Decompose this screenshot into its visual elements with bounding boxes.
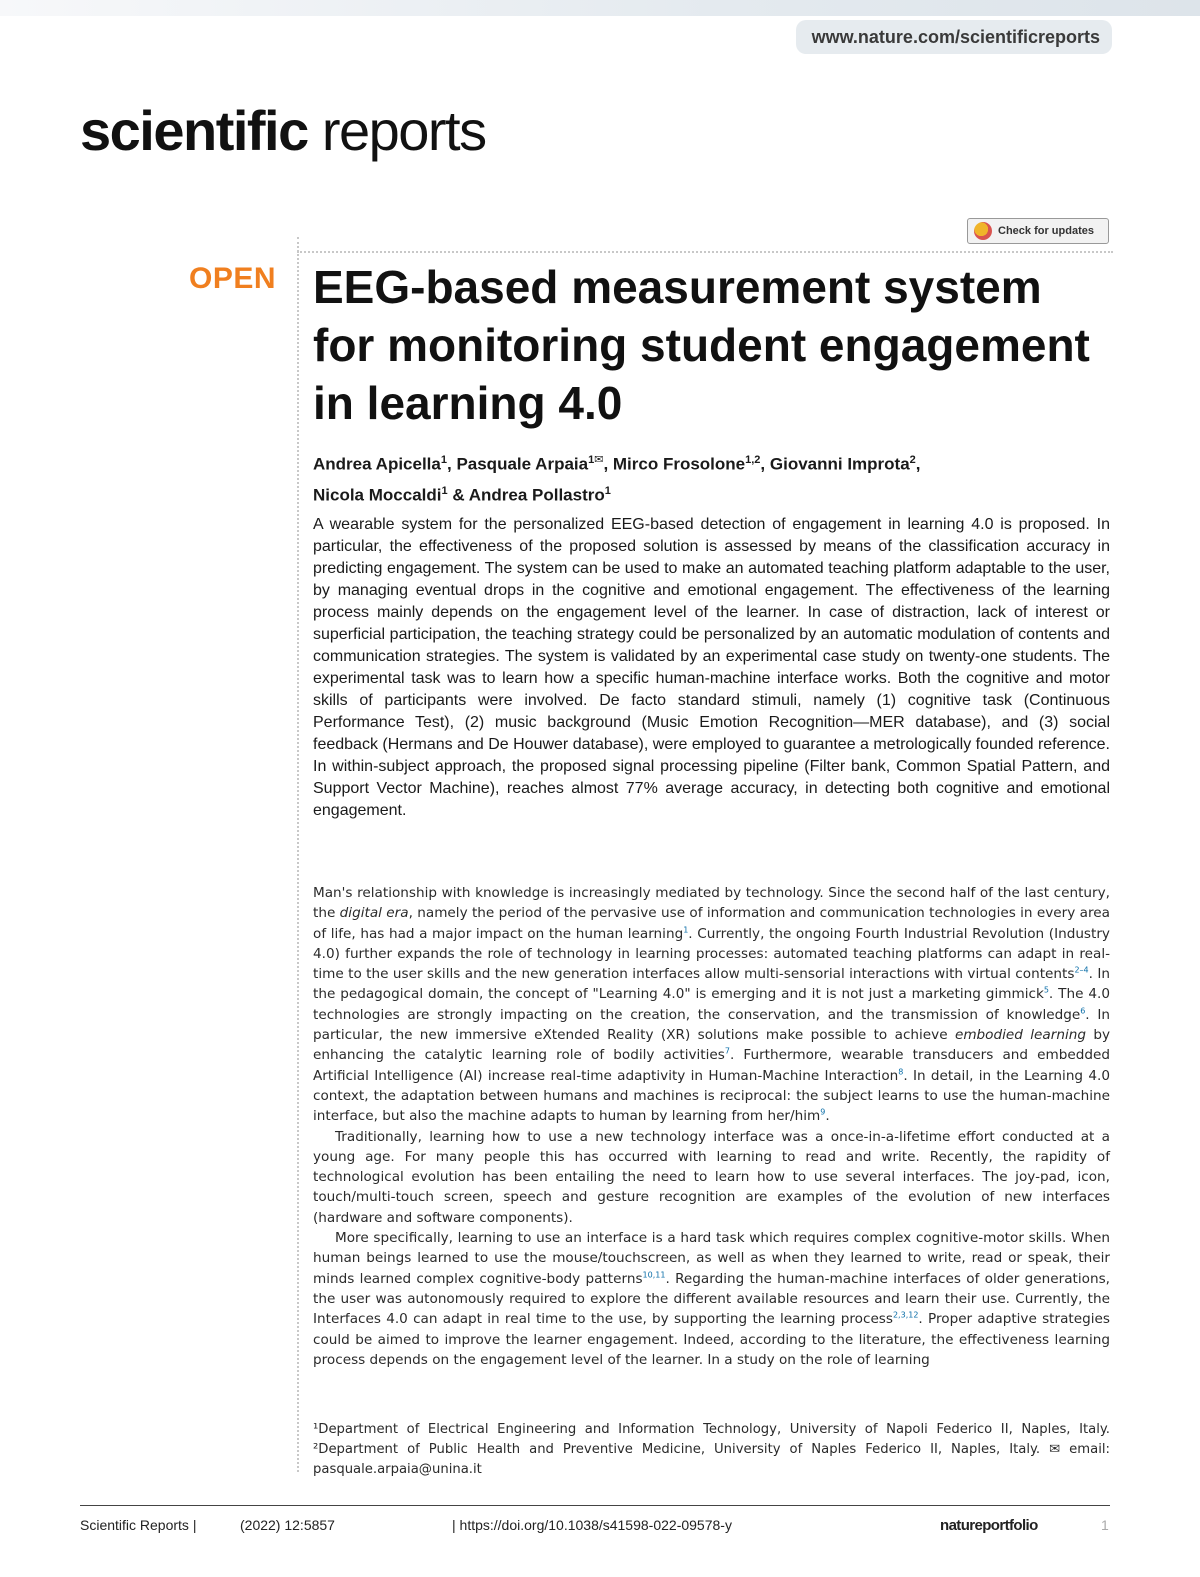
author-name[interactable]: Nicola Moccaldi (313, 485, 442, 505)
author-affiliation: 1 (440, 454, 447, 466)
doi-link[interactable]: | https://doi.org/10.1038/s41598-022-09578-y (452, 1517, 732, 1533)
citation-link[interactable]: 9 (820, 1107, 826, 1117)
body-paragraph: More specifically, learning to use an interface is a hard task which requires complex cognitive-motor skills. When human beings learned to use the mouse/touchscreen, as well as when they learned to write, read or speak, their minds learned complex cognitive-body patterns$^{10,11}$. Regarding the human-machine interfaces of older generations, the user was autonomously required to explore the different available resources and learn their use. Currently, the Interfaces 4.0 can adapt in real time to the use, by supporting the learning process$^{2,3,12}$. Proper adaptive strategies could be aimed to improve the learner engagement. Indeed, according to the literature, the effectiveness learning process depends on the engagement level of the learner. In a study on the role of learning (313, 1230, 1110, 1368)
page-number: 1 (1101, 1517, 1109, 1533)
citation-link[interactable]: 5 (1043, 985, 1049, 995)
check-for-updates-label: Check for updates (998, 225, 1094, 237)
citation-link[interactable]: 2–4 (1074, 965, 1089, 975)
footer-journal: Scientific Reports | (80, 1517, 197, 1533)
citation-link[interactable]: 6 (1080, 1006, 1086, 1016)
margin-rule (297, 237, 299, 1472)
citation-link[interactable]: 2,3,12 (892, 1310, 919, 1320)
author-name[interactable]: Pasquale Arpaia (456, 454, 589, 474)
citation-link[interactable]: 7 (724, 1046, 730, 1056)
logo-bold-text: scientific (80, 99, 308, 162)
author-name[interactable]: Andrea Apicella (313, 454, 441, 474)
citation-link[interactable]: 8 (898, 1067, 904, 1077)
article-body (313, 883, 1110, 1370)
author-affiliation: 1✉ (588, 454, 604, 466)
body-paragraph: Traditionally, learning how to use a new technology interface was a once-in-a-lifetime effort conducted at a young age. For many people this has occurred with learning to read and write. Recently, the rapidity of technological evolution has been entailing the need to learn how to use several interfaces. The joy-pad, icon, touch/multi-touch screen, speech and gesture recognition are examples of the evolution of new interfaces (hardware and software components). (313, 1128, 1110, 1226)
article-title: EEG-based measurement system for monitoring student engagement in learning 4.0 (313, 261, 1090, 429)
citation-link[interactable]: 10,11 (642, 1270, 666, 1280)
journal-logo[interactable] (80, 99, 486, 162)
footer-citation: (2022) 12:5857 (240, 1517, 335, 1533)
author-affiliation: 1 (604, 484, 611, 497)
emphasis-text: digital era (339, 905, 409, 922)
crossmark-icon (974, 222, 992, 240)
body-paragraph: Man's relationship with knowledge is increasingly mediated by technology. Since the second half of the last century, the digital era, namely the period of the pervasive use of information and communication technologies in every area of life, has had a major impact on the human learning$^1$. Currently, the ongoing Fourth Industrial Revolution (Industry 4.0) further expands the role of technology in learning processes: automated teaching platforms can adapt in real-time to the user skills and the new generation interfaces allow multi-sensorial interactions with virtual contents$^{2-4}$. In the pedagogical domain, the concept of "Learning 4.0" is emerging and it is not just a marketing gimmick$^5$. The 4.0 technologies are strongly impacting on the creation, the conservation, and the transmission of knowledge$^6$. In particular, the new immersive eXtended Reality (XR) solutions make possible to achieve embodied learning by enhancing the catalytic learning role of bodily activities$^7$. Furthermore, wearable transducers and embedded Artificial Intelligence (AI) increase real-time adaptivity in Human-Machine Interaction$^8$. In detail, in the Learning 4.0 context, the adaptation between humans and machines is reciprocal: the subject learns to use the human-machine interface, but also the machine adapts to human by learning from her/him$^9$. (313, 885, 1111, 1125)
logo-light-text: reports (307, 99, 486, 162)
publisher-logo: natureportfolio (940, 1517, 1038, 1534)
check-for-updates-button[interactable] (967, 218, 1109, 244)
author-list: Andrea Apicella$^1$, Pasquale Arpaia$^{1✉}$, Mirco Frosolone$^{1,2}$, Giovanni Improta$^2$, Nicola Moccaldi$^1$ & Andrea Pollastro$^1$ (313, 454, 921, 505)
author-name[interactable]: Mirco Frosolone (612, 454, 746, 474)
author-affiliation: 2 (909, 454, 916, 466)
footer-divider (80, 1505, 1110, 1506)
journal-url-link[interactable]: www.nature.com/scientificreports (796, 20, 1112, 54)
title-divider (297, 251, 1113, 253)
emphasis-text: embodied learning (954, 1027, 1086, 1044)
author-name[interactable]: Andrea Pollastro (468, 485, 605, 505)
author-affiliation: 1 (441, 484, 448, 497)
author-affiliation: 1,2 (745, 454, 761, 466)
open-access-label: OPEN (189, 262, 277, 295)
affiliations-footnote: ¹Department of Electrical Engineering and Information Technology, University of Napoli Federico II, Naples, Italy. ²Department of Public Health and Preventive Medicine, University of Naples Federico II, Naples, Italy. ✉ email: pasquale.arpaia@unina.it (313, 1422, 1110, 1477)
top-banner (0, 0, 1200, 16)
citation-link[interactable]: 1 (683, 925, 689, 935)
abstract: A wearable system for the personalized EEG-based detection of engagement in learning 4.0 is proposed. In particular, the effectiveness of the proposed solution is assessed by means of the classification accuracy in predicting engagement. The system can be used to make an automated teaching platform adaptable to the user, by managing eventual drops in the cognitive and emotional engagement. The effectiveness of the learning process mainly depends on the engagement level of the learner. In case of distraction, lack of interest or superficial participation, the teaching strategy could be personalized by an automatic modulation of contents and communication strategies. The system is validated by an experimental case study on twenty-one students. The experimental task was to learn how a specific human-machine interface works. Both the cognitive and motor skills of participants were involved. De facto standard stimuli, namely (1) cognitive task (Continuous Performance Test), (2) music background (Music Emotion Recognition—MER database), and (3) social feedback (Hermans and De Houwer database), were employed to guarantee a metrologically founded reference. In within-subject approach, the proposed signal processing pipeline (Filter bank, Common Spatial Pattern, and Support Vector Machine), reaches almost 77% average accuracy, in detecting both cognitive and emotional engagement. (313, 516, 1110, 819)
author-name[interactable]: Giovanni Improta (769, 454, 910, 474)
